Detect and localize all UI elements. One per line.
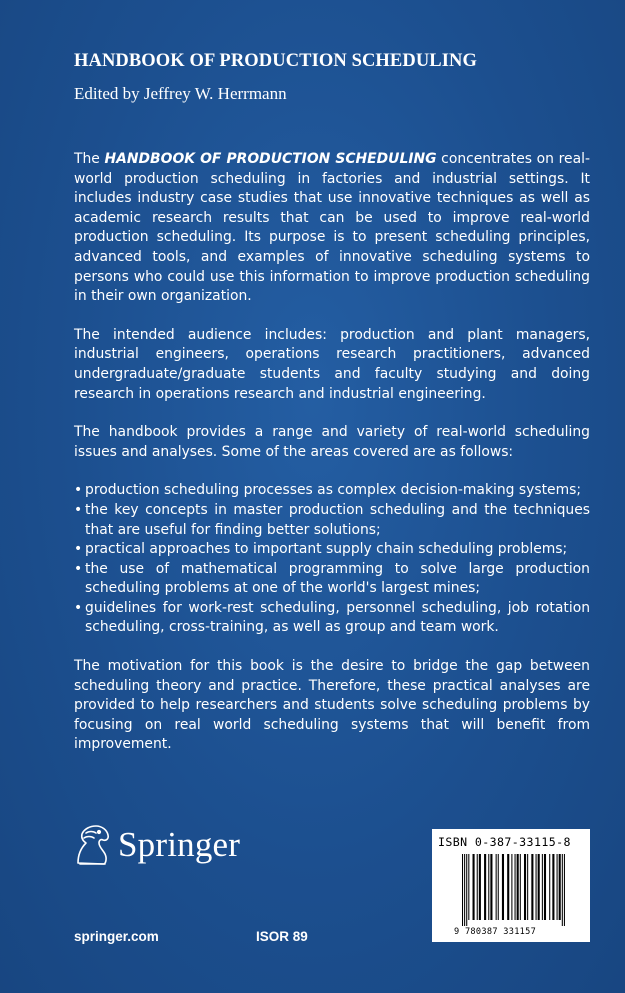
barcode-bar <box>488 854 489 920</box>
barcode-bar <box>507 854 509 920</box>
topic-list-item: • practical approaches to important supply chain scheduling problems; <box>74 540 590 560</box>
ean-number: 9 780387 331157 <box>454 927 537 937</box>
barcode-bar <box>562 854 563 926</box>
book-title: HANDBOOK OF PRODUCTION SCHEDULING <box>74 51 477 71</box>
book-editor: Edited by Jeffrey W. Herrmann <box>74 84 287 103</box>
barcode-bar <box>462 854 463 926</box>
barcode-bar <box>517 854 519 920</box>
blurb-paragraph-2: The intended audience includes: production and plant managers, industrial engineers, operations research practitioners, advanced undergraduate/graduate students and faculty studying and doing research in operations research and industrial engineering. <box>74 326 590 402</box>
barcode-bar <box>477 854 478 920</box>
blurb-p1-rest: concentrates on real-world production scheduling in factories and industrial settings. It includes industry case studies that use innovative techniques as well as academic research results that can be used to improve real-world production scheduling. Its purpose is to present scheduling principles, advanced tools, and examples of innovative scheduling systems to persons who could use this information to improve production scheduling in their own organization. <box>74 151 590 305</box>
blurb-p1-title: HANDBOOK OF PRODUCTION SCHEDULING <box>104 151 437 167</box>
barcode-bar <box>515 854 516 920</box>
barcode-bar <box>496 854 497 920</box>
blurb-paragraph-4: The motivation for this book is the desire to bridge the gap between scheduling theory and practice. Therefore, these practical analyses are provided to help researchers and students solve scheduling problems by focusing on real world scheduling systems that will benefit from improvement. <box>74 658 590 753</box>
barcode-bar <box>542 854 543 920</box>
barcode-bar <box>466 854 467 926</box>
barcode-bar <box>538 854 540 920</box>
blurb-text <box>74 150 590 774</box>
barcode-bar <box>479 854 481 920</box>
topic-list-item: • the key concepts in master production scheduling and the techniques that are useful for finding better solutions; <box>74 501 590 540</box>
barcode-bar <box>520 854 521 920</box>
barcode-bar <box>559 854 561 920</box>
publisher-url[interactable]: springer.com <box>74 929 159 944</box>
topic-list-item: • the use of mathematical programming to solve large production scheduling problems at one of the world's largest mines; <box>74 560 590 599</box>
barcode-bar <box>536 854 537 920</box>
barcode-bar <box>464 854 465 926</box>
barcode-bar <box>544 854 546 920</box>
barcode-bars <box>462 854 566 926</box>
topic-list-item: • guidelines for work-rest scheduling, personnel scheduling, job rotation scheduling, cross-training, as well as group and team work. <box>74 599 590 638</box>
publisher-name: Springer <box>118 825 241 864</box>
blurb-paragraph-3: The handbook provides a range and variety of real-world scheduling issues and analyses. Some of the areas covered are as follows: <box>74 424 590 460</box>
barcode-bar <box>524 854 526 920</box>
barcode-bar <box>468 854 469 920</box>
barcode-bar <box>531 854 533 920</box>
barcode-bar <box>557 854 558 920</box>
isbn-label: ISBN 0-387-33115-8 <box>438 835 571 849</box>
barcode-bar <box>484 854 486 920</box>
barcode-bar <box>549 854 550 920</box>
springer-horse-icon <box>72 823 112 867</box>
blurb-p1-prefix: The <box>74 151 105 167</box>
barcode-bar <box>498 854 499 920</box>
barcode-bar <box>552 854 554 920</box>
series-number: ISOR 89 <box>256 929 308 944</box>
springer-logo <box>72 820 240 870</box>
barcode-bar <box>527 854 528 920</box>
barcode-bar <box>564 854 565 926</box>
topic-list <box>74 481 590 638</box>
blurb-paragraph-1 <box>74 150 590 307</box>
barcode-bar <box>502 854 504 920</box>
barcode-bar <box>511 854 512 920</box>
topic-list-item: • production scheduling processes as complex decision-making systems; <box>74 481 590 501</box>
barcode-bar <box>490 854 492 920</box>
barcode-bar <box>473 854 475 920</box>
isbn-barcode <box>432 829 590 942</box>
